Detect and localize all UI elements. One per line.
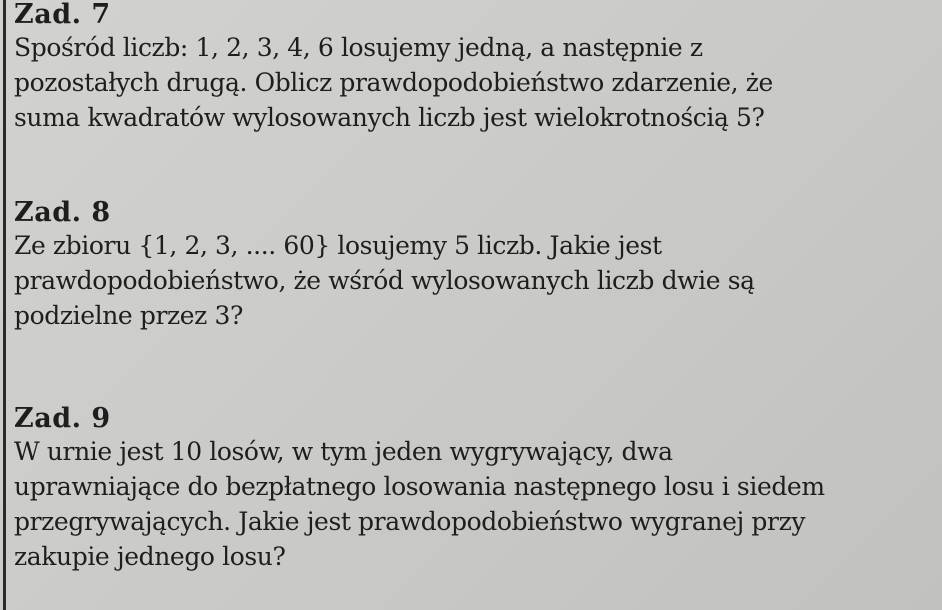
problem-text-line: uprawniające do bezpłatnego losowania następnego losu i siedem <box>14 472 825 501</box>
problem-text-line: podzielne przez 3? <box>14 301 244 330</box>
problem-text-line: W urnie jest 10 losów, w tym jeden wygrywający, dwa <box>14 437 673 466</box>
problem-text-line: Ze zbioru {1, 2, 3, .... 60} losujemy 5 liczb. Jakie jest <box>14 231 662 260</box>
problem-heading: Zad. 8 <box>14 197 111 228</box>
problem-text-line: przegrywających. Jakie jest prawdopodobieństwo wygranej przy <box>14 507 806 536</box>
problem-text-line: prawdopodobieństwo, że wśród wylosowanych liczb dwie są <box>14 266 755 295</box>
problem-text-line: pozostałych drugą. Oblicz prawdopodobieństwo zdarzenie, że <box>14 68 773 97</box>
problem-text-line: suma kwadratów wylosowanych liczb jest wielokrotnością 5? <box>14 103 765 132</box>
problem-text-line: Spośród liczb: 1, 2, 3, 4, 6 losujemy jedną, a następnie z <box>14 33 703 62</box>
left-border-line <box>3 0 6 610</box>
problem-heading: Zad. 9 <box>14 403 111 434</box>
problem-text-line: zakupie jednego losu? <box>14 542 286 571</box>
problem-8 <box>14 198 934 333</box>
problem-7 <box>14 0 934 135</box>
problem-9 <box>14 404 934 574</box>
problem-heading: Zad. 7 <box>14 0 111 30</box>
